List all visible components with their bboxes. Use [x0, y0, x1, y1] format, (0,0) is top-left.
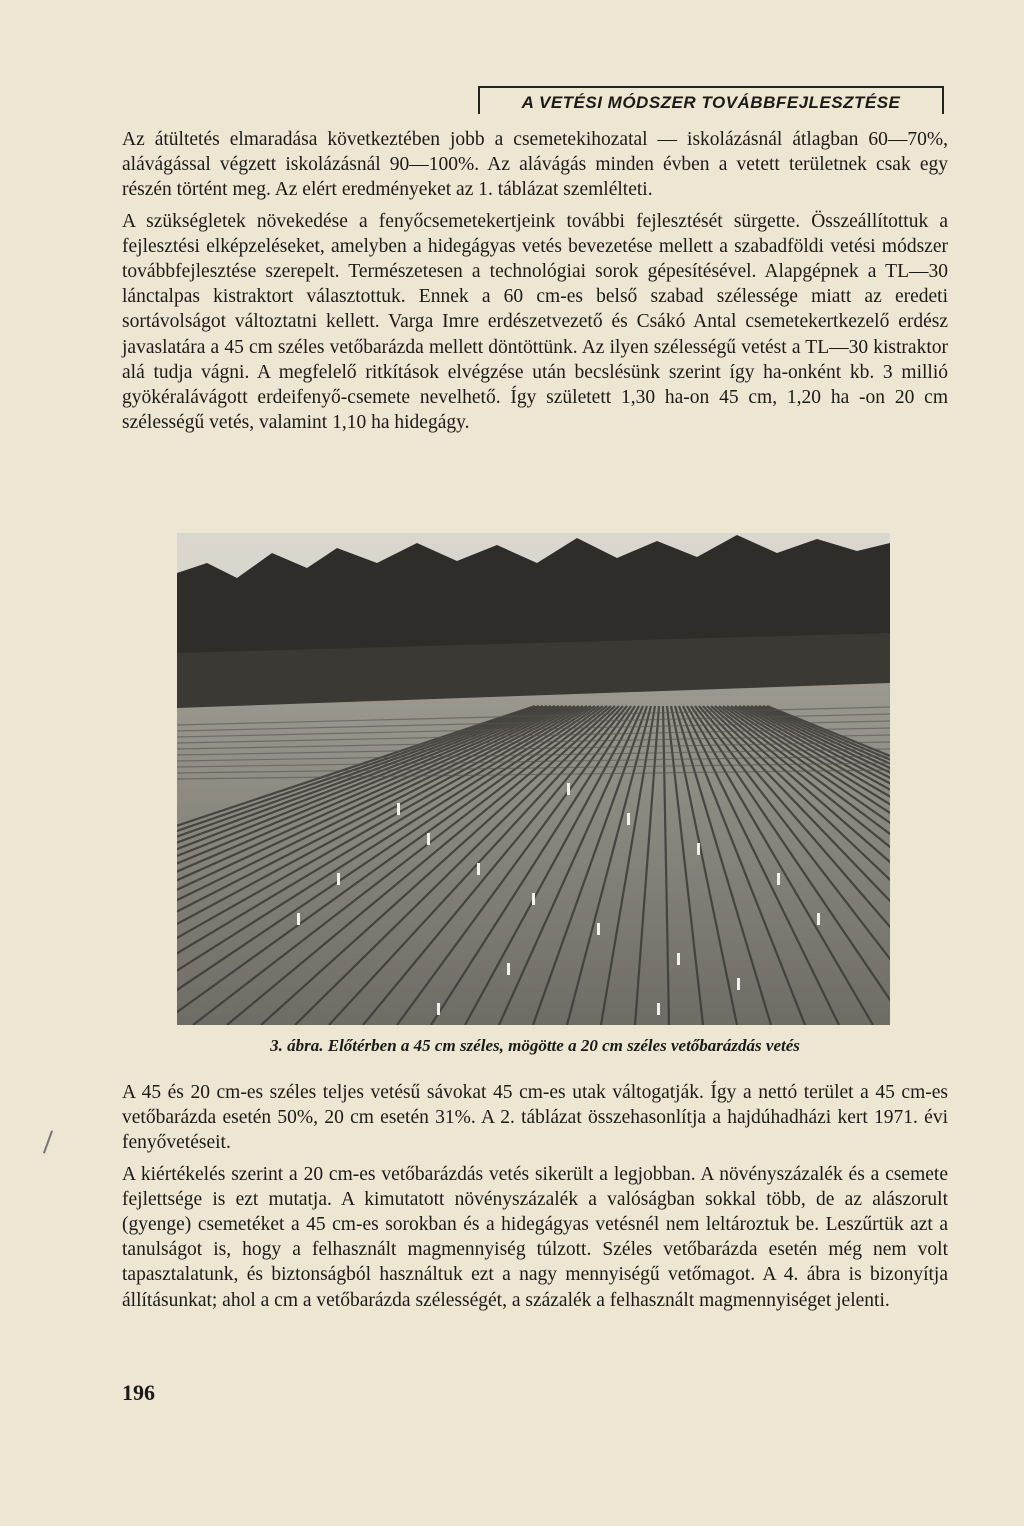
marker-stake: [397, 803, 400, 815]
marker-stake: [297, 913, 300, 925]
figure-caption: 3. ábra. Előtérben a 45 cm széles, mögötte a 20 cm széles vetőbarázdás vetés: [270, 1036, 800, 1055]
marker-stake: [697, 843, 700, 855]
paragraph: A szükségletek növekedése a fenyőcsemetekertjeink további fejlesztését sürgette. Összeállítottuk a fejlesztési elképzeléseket, amelyben a hidegágyas vetés bevezetése mellett a szabadföldi vetési módszer továbbfejlesztése szerepelt. Természetesen a technológiai sorok gépesítésével. Alapgépnek a TL—30 lánctalpas kistraktort választottuk. Ennek a 60 cm-es belső szabad szélessége miatt az eredeti sortávolságot változtatni kellett. Varga Imre erdészetvezető és Csákó Antal csemetekertkezelő erdész javaslatára a 45 cm széles vetőbarázda mellett döntöttünk. Az ilyen szélességű vetést a TL—30 kistraktor alá tudja vágni. A megfelelő ritkítások elvégzése után becslésünk szerint így ha-onként kb. 3 millió gyökéralávágott erdeifenyő-csemete nevelhető. Így született 1,30 ha-on 45 cm, 1,20 ha -on 20 cm szélességű vetés, valamint 1,10 ha hidegágy.: [122, 210, 948, 434]
lower-text-block: [122, 1080, 948, 1313]
paragraph: A kiértékelés szerint a 20 cm-es vetőbarázdás vetés sikerült a legjobban. A növényszázalék és a csemete fejlettsége is ezt mutatja. A kimutatott növényszázalék a valóságban sokkal több, de az alászorult (gyenge) csemetéket a 45 cm-es sorokban és a hidegágyas vetésnél nem leltároztuk be. Leszűrtük azt a tanulságot is, hogy a felhasznált magmennyiség túlzott. Széles vetőbarázda esetén még nem volt tapasztalatunk, és biztonságból használtuk ezt a nagy mennyiségű vetőmagot. A 4. ábra is bizonyítja állításunkat; ahol a cm a vetőbarázda szélességét, a százalék a felhasznált magmennyiséget jelenti.: [122, 1163, 948, 1311]
marker-stake: [567, 783, 570, 795]
marker-stake: [777, 873, 780, 885]
page-number: 196: [122, 1380, 155, 1405]
marker-stake: [507, 963, 510, 975]
paragraph: Az átültetés elmaradása következtében jobb a csemetekihozatal — iskolázásnál átlagban 60—70%, alávágással végzett iskolázásnál 90—100%. Az alávágás minden évben a vetett területnek csak egy részén történt meg. Az elért eredményeket az 1. táblázat szemlélteti.: [122, 129, 948, 201]
marker-stake: [597, 923, 600, 935]
marker-stake: [477, 863, 480, 875]
marker-stake: [532, 893, 535, 905]
marker-stake: [737, 978, 740, 990]
running-title: A VETÉSI MÓDSZER TOVÁBBFEJLESZTÉSE: [478, 86, 944, 114]
marker-stake: [817, 913, 820, 925]
paragraph: A 45 és 20 cm-es széles teljes vetésű sávokat 45 cm-es utak váltogatják. Így a nettó terület a 45 cm-es vetőbarázda esetén 50%, 20 cm esetén 31%. A 2. táblázat összehasonlítja a hajdúhadházi kert 1971. évi fenyővetéseit.: [122, 1082, 948, 1154]
margin-pencil-mark: [43, 1130, 53, 1153]
marker-stake: [677, 953, 680, 965]
marker-stake: [627, 813, 630, 825]
upper-text-block: [122, 127, 948, 435]
field-photo: [177, 533, 890, 1025]
marker-stake: [437, 1003, 440, 1015]
marker-stake: [337, 873, 340, 885]
marker-stake: [657, 1003, 660, 1015]
marker-stake: [427, 833, 430, 845]
furrow-field-image: [177, 533, 890, 1025]
